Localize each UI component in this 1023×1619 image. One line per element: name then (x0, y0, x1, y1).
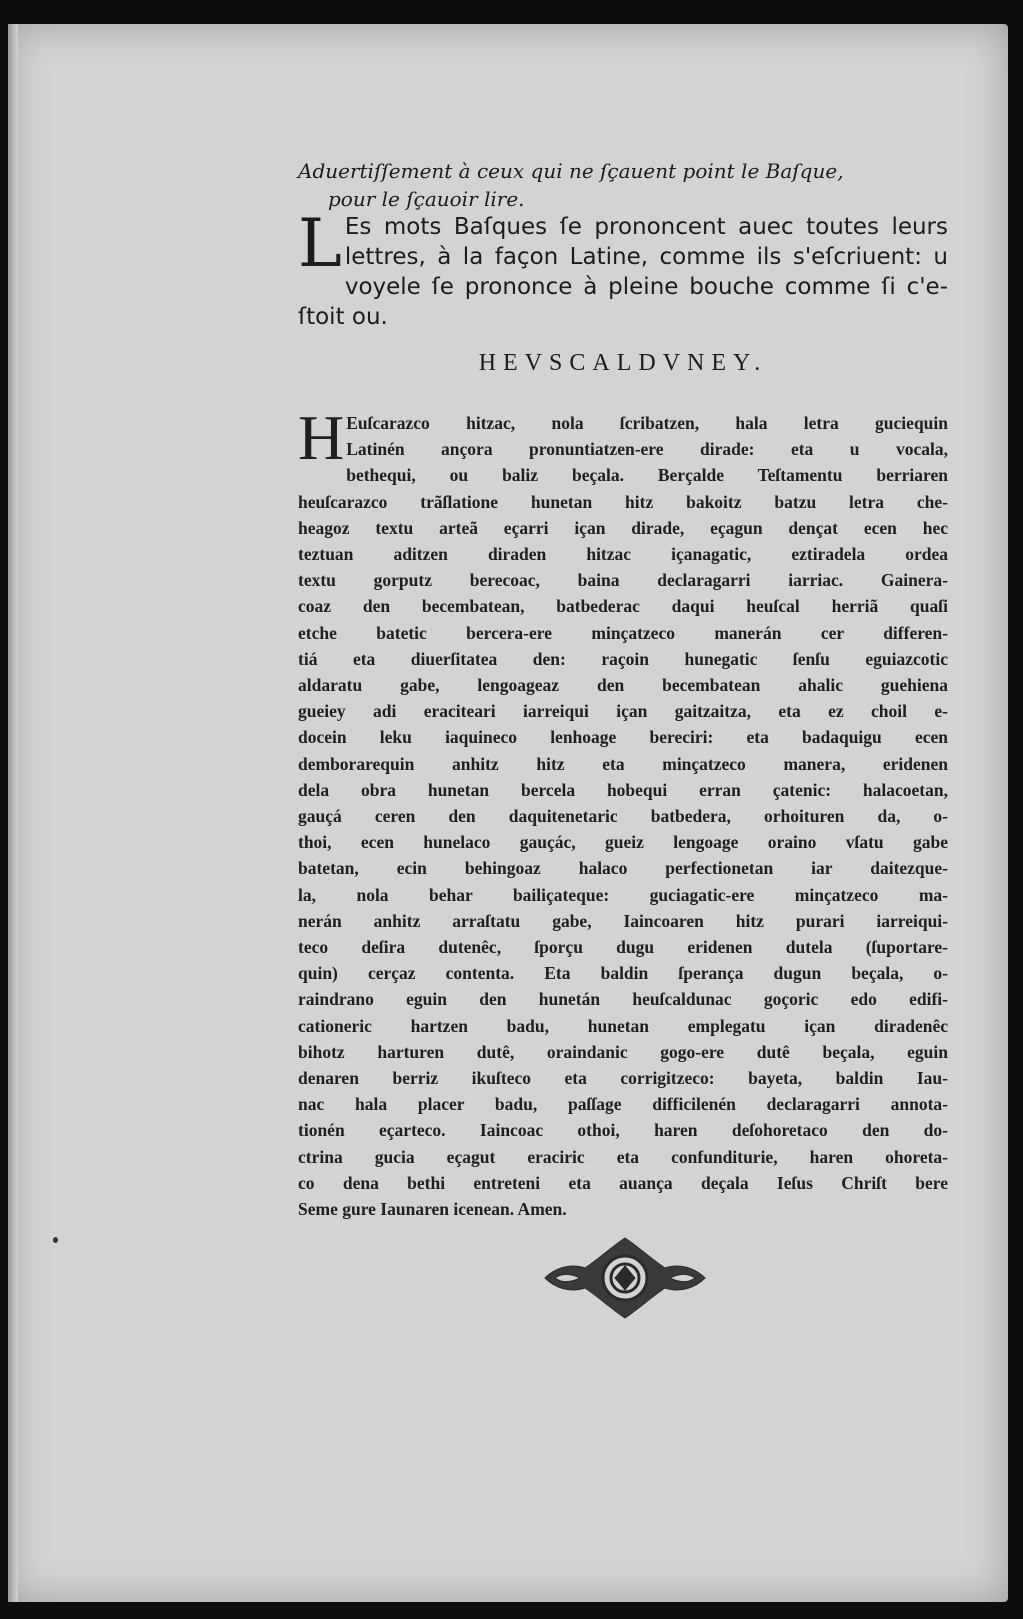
body-line: la, nola behar bailiçateque: guciagatic-ere minçatzeco ma- (298, 884, 948, 905)
intro-line-3: u voyele ſe prononce à pleine bouche comme ſi c'e- (344, 244, 948, 300)
body-line: heagoz textu arteã eçarri içan dirade, eçagun dençat ecen hec (298, 517, 948, 538)
body-line: etche batetic bercera-ere minçatzeco manerán cer differen- (298, 622, 948, 643)
notice-line-1: Aduertiſſement à ceux qui ne ſçauent point le Baſque, (298, 159, 844, 183)
reader-notice (298, 157, 948, 213)
intro-line-1: Es mots Baſques ſe prononcent auec toutes leurs (344, 214, 948, 240)
body-line: coaz den becembatean, batbederac daqui heuſcal herriã quaſi (298, 596, 948, 617)
body-line: tionén eçarteco. Iaincoac othoi, haren deſohoretaco den do- (298, 1120, 948, 1141)
notice-line-2: pour le ſçauoir lire. (328, 187, 525, 211)
body-line: quin) cerçaz contenta. Eta baldin ſperança dugun beçala, o- (298, 963, 948, 984)
body-line: gueiey adi eraciteari iarreiqui içan gaitzaitza, eta ez choil e- (298, 701, 948, 722)
body-text (298, 402, 948, 1222)
body-line: Latinén ançora pronuntiatzen-ere dirade: eta u vocala, (346, 439, 948, 460)
body-line: batetan, ecin behingoaz halaco perfectionetan iar daitezque- (298, 858, 948, 879)
intro-line-4: ſtoit ou. (298, 304, 388, 330)
body-line: Seme gure Iaunaren icenean. Amen. (298, 1199, 567, 1220)
page-gutter-shadow (8, 24, 18, 1602)
body-line: bihotz harturen dutê, oraindanic gogo-ere dutê beçala, eguin (298, 1041, 948, 1062)
body-line: thoi, ecen hunelaco gauçác, gueiz lengoage oraino vſatu gabe (298, 832, 948, 853)
body-line: nerán anhitz arraſtatu gabe, Iaincoaren hitz purari iarreiqui- (298, 910, 948, 931)
body-line: raindrano eguin den hunetán heuſcaldunac goçoric edo edifi- (298, 989, 948, 1010)
intro-paragraph (298, 205, 948, 332)
body-drop-cap: H (298, 402, 345, 473)
body-line: docein leku iaquineco lenhoage bereciri: eta badaquigu ecen (298, 727, 948, 748)
body-line: teztuan aditzen diraden hitzac içanagatic, eztiradela ordea (298, 544, 948, 565)
body-line: teco deſira dutenêc, ſporçu dugu eridenen dutela (ſuportare- (298, 937, 948, 958)
body-line: ctrina gucia eçagut eraciric eta confunditurie, haren ohoreta- (298, 1146, 948, 1167)
body-line: cationeric hartzen badu, hunetan emplegatu içan diradenêc (298, 1015, 948, 1036)
body-line: aldaratu gabe, lengoageaz den becembatean ahalic guehiena (298, 675, 948, 696)
fleuron-ornament-icon (540, 1228, 710, 1328)
intro-line-2: lettres, à la façon Latine, comme ils s'eſcriuent: (344, 244, 922, 270)
intro-drop-cap: L (298, 205, 342, 282)
body-line: dela obra hunetan bercela hobequi erran çatenic: halacoetan, (298, 779, 948, 800)
body-line: heuſcarazco trãſlatione hunetan hitz bakoitz batzu letra che- (298, 491, 948, 512)
body-line: textu gorputz berecoac, baina declaragarri iarriac. Gainera- (298, 570, 948, 591)
ink-speck (53, 1237, 58, 1243)
body-line: nac hala placer badu, paſſage difficilenén declaragarri annota- (298, 1094, 948, 1115)
body-line: denaren berriz ikuſteco eta corrigitzeco: bayeta, baldin Iau- (298, 1068, 948, 1089)
section-heading: HEVSCALDVNEY. (478, 350, 768, 376)
body-line: co dena bethi entreteni eta auança deçala Ieſus Chriſt bere (298, 1172, 948, 1193)
body-line: tiá eta diuerſitatea den: raçoin hunegatic ſenſu eguiazcotic (298, 648, 948, 669)
body-line: Euſcarazco hitzac, nola ſcribatzen, hala letra guciequin (346, 413, 948, 433)
body-line: bethequi, ou baliz beçala. Berçalde Teſtamentu berriaren (346, 465, 948, 486)
body-line: gauçá ceren den daquitenetaric batbedera, orhoituren da, o- (298, 806, 948, 827)
body-line: demborarequin anhitz hitz eta minçatzeco manera, eridenen (298, 753, 948, 774)
